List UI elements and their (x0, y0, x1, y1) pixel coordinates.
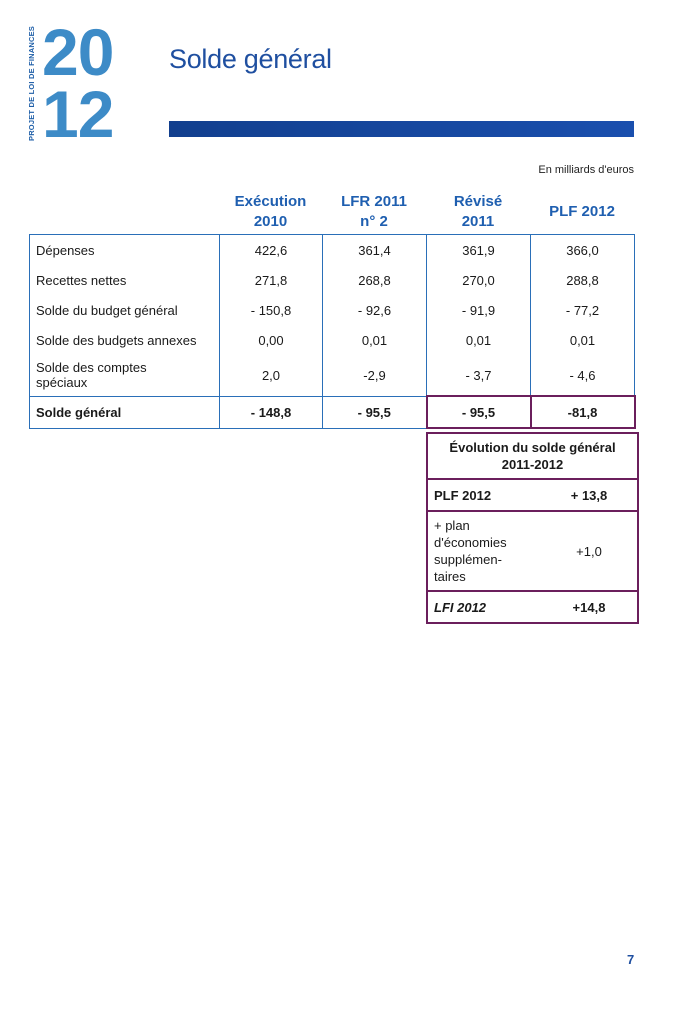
table-row (30, 325, 635, 355)
cell-value: 422,6 (220, 235, 323, 266)
evolution-value: +14,8 (572, 599, 606, 615)
cell-value: 0,01 (427, 325, 531, 355)
total-value-highlighted: -81,8 (531, 396, 635, 428)
cell-value: - 92,6 (323, 295, 427, 325)
cell-value: 268,8 (323, 265, 427, 295)
evolution-row (428, 478, 637, 510)
cell-value: 366,0 (531, 235, 635, 266)
row-label: Solde des budgets annexes (30, 325, 220, 355)
evolution-value: + 13,8 (570, 487, 608, 503)
cell-value: 2,0 (220, 355, 323, 396)
evolution-row (428, 590, 637, 622)
cell-value: - 77,2 (531, 295, 635, 325)
year-bottom: 12 (42, 77, 114, 151)
page-title: Solde général (169, 44, 332, 74)
evolution-label: + plan d'économies supplémen- taires (434, 518, 507, 584)
column-header-plf-2012: PLF 2012 (549, 203, 615, 220)
total-row (30, 396, 635, 428)
cell-value: 0,01 (323, 325, 427, 355)
cell-value: 361,4 (323, 235, 427, 266)
unit-note: En milliards d'euros (538, 164, 634, 176)
cell-value: 361,9 (427, 235, 531, 266)
table-row (30, 355, 635, 396)
cell-value: 0,01 (531, 325, 635, 355)
cell-value: - 4,6 (531, 355, 635, 396)
table-row (30, 295, 635, 325)
evolution-value: +1,0 (576, 543, 602, 559)
cell-value: 288,8 (531, 265, 635, 295)
cell-value: 0,00 (220, 325, 323, 355)
table-row (30, 235, 635, 266)
cell-value: 271,8 (220, 265, 323, 295)
total-value: - 95,5 (323, 396, 427, 428)
evolution-label: PLF 2012 (434, 487, 492, 503)
row-label: Recettes nettes (30, 265, 220, 295)
title-bar (169, 121, 634, 137)
budget-table (29, 234, 636, 429)
column-header-revise-2011: Révisé 2011 (453, 193, 503, 230)
cell-value: - 91,9 (427, 295, 531, 325)
page-number: 7 (627, 952, 635, 967)
cell-value: - 150,8 (220, 295, 323, 325)
evolution-title: Évolution du solde général 2011-2012 (428, 432, 637, 478)
evolution-box (426, 432, 639, 624)
vertical-label: PROJET DE LOI DE FINANCES (26, 25, 36, 141)
column-header-execution-2010: Exécution 2010 (234, 193, 307, 230)
table-row (30, 265, 635, 295)
column-header-lfr-2011: LFR 2011 n° 2 (341, 193, 407, 230)
cell-value: - 3,7 (427, 355, 531, 396)
row-label: Solde du budget général (30, 295, 220, 325)
year-top: 20 (42, 15, 114, 89)
cell-value: 270,0 (427, 265, 531, 295)
total-value: - 148,8 (220, 396, 323, 428)
cell-value: -2,9 (323, 355, 427, 396)
row-label: Dépenses (30, 235, 220, 266)
total-label: Solde général (30, 396, 220, 428)
total-value-highlighted: - 95,5 (427, 396, 531, 428)
evolution-row (428, 510, 637, 590)
evolution-label: LFI 2012 (434, 599, 487, 615)
row-label: Solde des comptes spéciaux (30, 355, 220, 396)
